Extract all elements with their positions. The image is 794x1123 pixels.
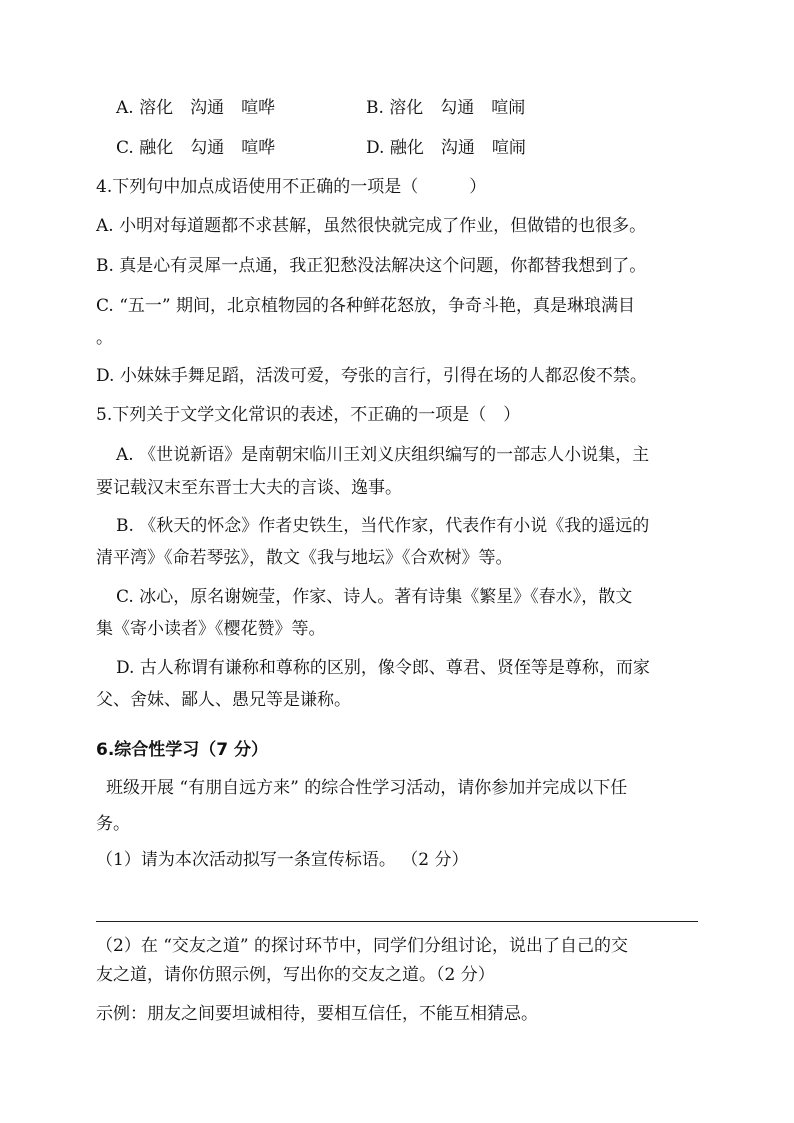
q4-option-a: A. 小明对每道题都不求甚解，虽然很快就完成了作业，但做错的也很多。 <box>96 216 647 236</box>
q6-example: 示例：朋友之间要坦诚相待，要相互信任，不能互相猜忌。 <box>96 1004 538 1024</box>
q5-option-c-line2: 集《寄小读者》《樱花赞》等。 <box>96 619 326 639</box>
q5-option-a-line1: A. 《世说新语》是南朝宋临川王刘义庆组织编写的一部志人小说集，主 <box>116 445 650 465</box>
q3-option-a: A. 溶化 沟通 喧哗 <box>116 98 276 118</box>
q5-option-c-line1: C. 冰心，原名谢婉莹，作家、诗人。著有诗集《繁星》《春水》，散文 <box>116 587 633 607</box>
q5-stem: 5.下列关于文学文化常识的表述，不正确的一项是（ ） <box>96 405 521 425</box>
q6-task1: （1）请为本次活动拟写一条宣传标语。 （2 分） <box>96 850 469 870</box>
q4-option-c-line1: C. “五一” 期间，北京植物园的各种鲜花怒放，争奇斗艳，真是琳琅满目 <box>96 296 635 316</box>
q5-option-d-line1: D. 古人称谓有谦称和尊称的区别，像令郎、尊君、贤侄等是尊称，而家 <box>116 658 650 678</box>
q5-option-b-line2: 清平湾》《命若琴弦》，散文《我与地坛》《合欢树》等。 <box>96 548 513 568</box>
q4-option-c-line2: 。 <box>96 328 113 348</box>
q6-heading: 6.综合性学习（7 分） <box>96 740 269 760</box>
q4-option-d: D. 小妹妹手舞足蹈，活泼可爱，夸张的言行，引得在场的人都忍俊不禁。 <box>96 366 647 386</box>
q6-intro-line1: 班级开展 “有朋自远方来” 的综合性学习活动，请你参加并完成以下任 <box>106 778 628 798</box>
q4-stem: 4.下列句中加点成语使用不正确的一项是（ ） <box>96 177 487 197</box>
q3-option-b: B. 溶化 勾通 喧闹 <box>366 98 526 118</box>
q6-task2-line1: （2）在 “交友之道” 的探讨环节中，同学们分组讨论，说出了自己的交 <box>96 936 629 956</box>
q5-option-a-line2: 要记载汉末至东晋士大夫的言谈、逸事。 <box>96 478 402 498</box>
q5-option-d-line2: 父、舍妹、鄙人、愚兄等是谦称。 <box>96 690 351 710</box>
q3-option-d: D. 融化 沟通 喧闹 <box>366 138 526 158</box>
q6-task2-line2: 友之道，请你仿照示例，写出你的交友之道。（2 分） <box>96 965 495 985</box>
q6-intro-line2: 务。 <box>96 814 130 834</box>
answer-line[interactable] <box>96 921 698 922</box>
q4-option-b: B. 真是心有灵犀一点通，我正犯愁没法解决这个问题，你都替我想到了。 <box>96 256 647 276</box>
q3-option-c: C. 融化 勾通 喧哗 <box>116 138 276 158</box>
q5-option-b-line1: B. 《秋天的怀念》作者史铁生，当代作家，代表作有小说《我的遥远的 <box>116 516 650 536</box>
